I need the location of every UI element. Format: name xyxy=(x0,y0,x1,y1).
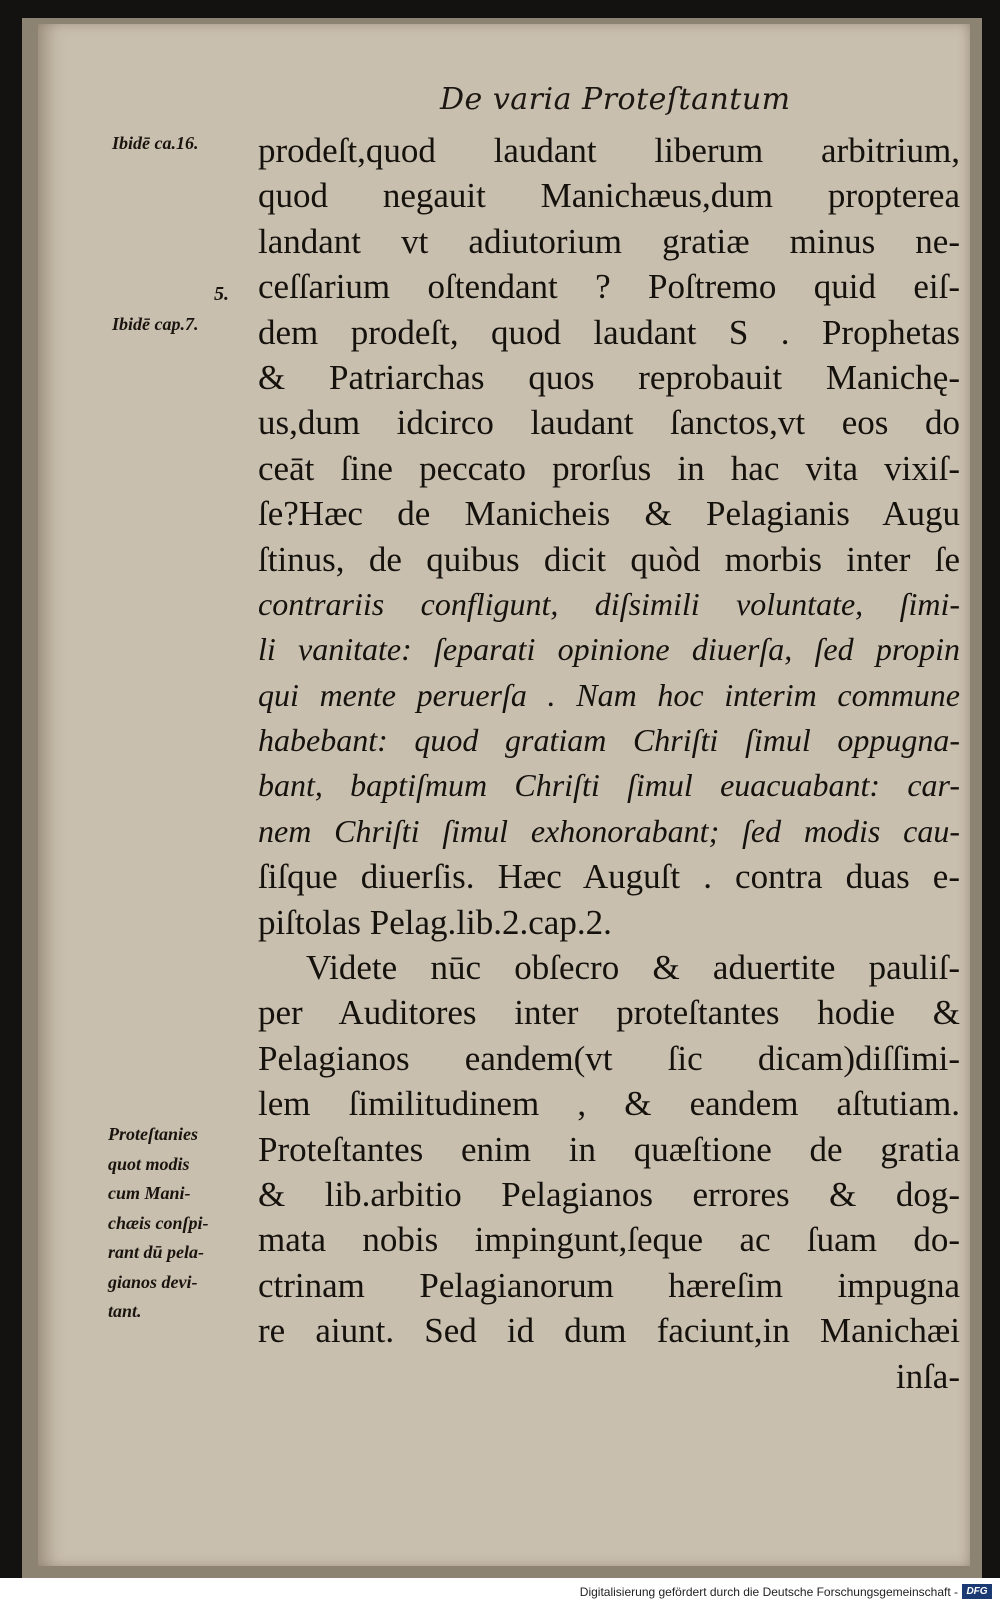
text-line: quod negauit Manichæus,dum propterea xyxy=(258,176,960,216)
text-line: Proteſtantes enim in quæſtione de gratia xyxy=(258,1129,960,1169)
text-line-italic: nem Chriſti ſimul exhonorabant; ſed modis cau- xyxy=(258,812,960,849)
text-line: ceāt ſine peccato prorſus in hac vita vixiſ- xyxy=(258,448,960,488)
catchword: inſa- xyxy=(895,1356,960,1396)
dfg-logo: DFG xyxy=(962,1584,992,1599)
margin-note-ref-1: Ibidē ca.16. xyxy=(112,133,199,153)
text-line-italic: contrariis confligunt, diſsimili voluntate, ſimi- xyxy=(258,585,960,622)
digitization-footer xyxy=(0,1578,1000,1608)
text-line: prodeſt,quod laudant liberum arbitrium, xyxy=(258,131,960,170)
text-line: lem ſimilitudinem , & eandem aſtutiam. xyxy=(258,1084,960,1124)
text-line: ctrinam Pelagianorum hæreſim impugna xyxy=(258,1265,960,1305)
text-line: ſe?Hæc de Manicheis & Pelagianis Augu xyxy=(258,494,960,534)
text-line: & lib.arbitio Pelagianos errores & dog- xyxy=(258,1174,960,1214)
funding-credit: Digitalisierung gefördert durch die Deutsche Forschungsgemeinschaft - xyxy=(579,1585,958,1599)
margin-note-ref-2: Ibidē cap.7. xyxy=(112,314,199,334)
text-line: us,dum idcirco laudant ſanctos,vt eos do xyxy=(258,403,960,443)
text-line: Pelagianos eandem(vt ſic dicam)diſſimi- xyxy=(258,1038,960,1078)
text-line: piſtolas Pelag.lib.2.cap.2. xyxy=(258,902,612,942)
margin-note-line: cum Mani- xyxy=(108,1183,191,1203)
text-line: ceſſarium oſtendant ? Poſtremo quid eiſ- xyxy=(258,267,960,307)
text-line-italic: bant, baptiſmum Chriſti ſimul euacuabant: car- xyxy=(258,767,960,804)
text-line: per Auditores inter proteſtantes hodie & xyxy=(258,993,960,1033)
margin-note-number-5: 5. xyxy=(214,283,229,305)
margin-note-line: quot modis xyxy=(108,1153,190,1174)
text-line-italic: habebant: quod gratiam Chriſti ſimul oppugna- xyxy=(258,722,960,759)
text-line-italic: qui mente peruerſa . Nam hoc interim commune xyxy=(258,676,960,713)
text-line: re aiunt. Sed id dum faciunt,in Manichæi xyxy=(258,1311,960,1351)
margin-note-line: rant dū pela- xyxy=(108,1242,205,1262)
text-line: & Patriarchas quos reprobauit Manichę- xyxy=(258,357,960,397)
body-text xyxy=(258,128,960,1399)
text-line-italic: li vanitate: ſeparati opinione diuerſa, ſed propin xyxy=(258,631,960,668)
margin-note-line: Proteſtanies xyxy=(108,1124,198,1144)
text-line: dem prodeſt, quod laudant S . Prophetas xyxy=(258,312,960,352)
text-line: landant vt adiutorium gratiæ minus ne- xyxy=(258,221,960,261)
margin-note-line: chæis conſpi- xyxy=(108,1212,209,1233)
margin-note-line: tant. xyxy=(108,1301,142,1321)
text-line: Videte nūc obſecro & aduertite pauliſ- xyxy=(306,948,960,988)
text-line: ſiſque diuerſis. Hæc Auguſt . contra duas e- xyxy=(258,857,960,897)
margin-note-line: gianos devi- xyxy=(108,1271,198,1292)
text-line: mata nobis impingunt,ſeque ac ſuam do- xyxy=(258,1220,960,1260)
running-head: De varia Proteſtantum xyxy=(440,82,791,117)
margin-note-protestantes xyxy=(108,1120,240,1327)
text-line: ſtinus, de quibus dicit quòd morbis inter ſe xyxy=(258,539,960,579)
